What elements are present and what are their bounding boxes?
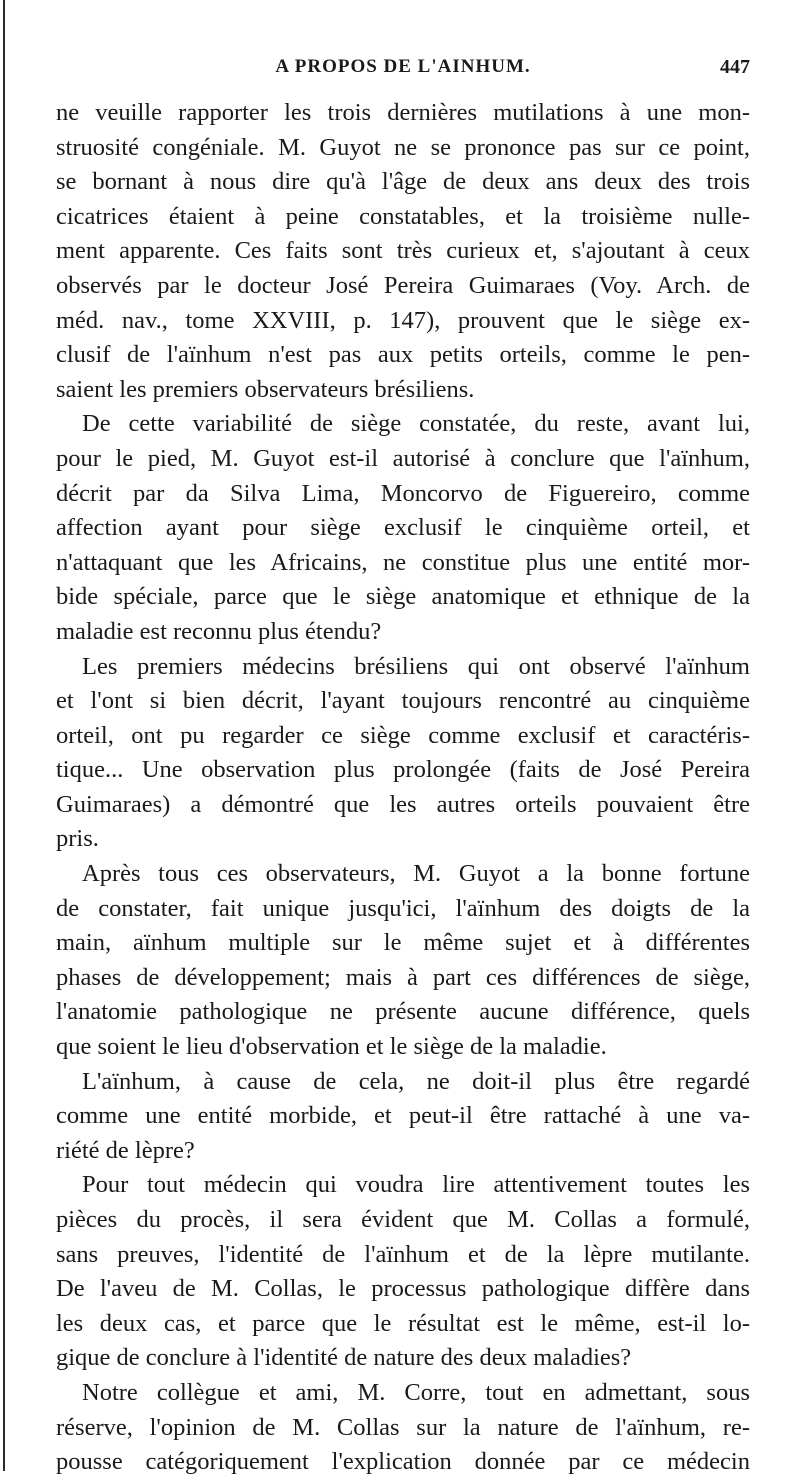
text-line: observés par le docteur José Pereira Guimaraes (Voy. Arch. de	[56, 271, 750, 299]
text-line: tique... Une observation plus prolongée (faits de José Pereira	[56, 756, 750, 784]
text-line: sans preuves, l'identité de l'aïnhum et de la lèpre mutilante.	[56, 1240, 750, 1268]
page-header	[56, 56, 750, 92]
text-line: cicatrices étaient à peine constatables, et la troisième nulle-	[56, 202, 750, 230]
text-line: riété de lèpre?	[56, 1136, 195, 1164]
text-line: struosité congéniale. M. Guyot ne se prononce pas sur ce point,	[56, 133, 750, 161]
text-line: décrit par da Silva Lima, Moncorvo de Figuereiro, comme	[56, 479, 750, 507]
text-line: gique de conclure à l'identité de nature des deux maladies?	[56, 1344, 632, 1372]
text-line: main, aïnhum multiple sur le même sujet et à différentes	[56, 929, 750, 957]
text-line: ne veuille rapporter les trois dernières mutilations à une mon-	[56, 99, 750, 126]
text-line: n'attaquant que les Africains, ne constitue plus une entité mor-	[56, 548, 750, 576]
text-line: pousse catégoriquement l'explication donnée par ce médecin	[56, 1448, 750, 1476]
text-line: réserve, l'opinion de M. Collas sur la nature de l'aïnhum, re-	[56, 1413, 750, 1441]
text-line: Notre collègue et ami, M. Corre, tout en admettant, sous	[82, 1378, 750, 1406]
page-number: 447	[720, 56, 750, 78]
text-line: de constater, fait unique jusqu'ici, l'aïnhum des doigts de la	[56, 894, 750, 922]
running-title: A PROPOS DE L'AINHUM.	[275, 56, 531, 77]
text-line: De cette variabilité de siège constatée, du reste, avant lui,	[82, 410, 750, 438]
text-line: maladie est reconnu plus étendu?	[56, 617, 382, 645]
text-line: saient les premiers observateurs brésiliens.	[56, 375, 475, 403]
text-line: méd. nav., tome XXVIII, p. 147), prouvent que le siège ex-	[56, 306, 750, 334]
text-line: que soient le lieu d'observation et le siège de la maladie.	[56, 1033, 607, 1061]
text-line: orteil, ont pu regarder ce siège comme exclusif et caractéris-	[56, 721, 750, 749]
text-line: pris.	[56, 825, 99, 853]
text-line: et l'ont si bien décrit, l'ayant toujours rencontré au cinquième	[56, 687, 750, 715]
text-line: les deux cas, et parce que le résultat est le même, est-il lo-	[56, 1309, 750, 1337]
text-line: Les premiers médecins brésiliens qui ont observé l'aïnhum	[82, 652, 750, 680]
text-line: ment apparente. Ces faits sont très curieux et, s'ajoutant à ceux	[56, 237, 750, 265]
text-line: clusif de l'aïnhum n'est pas aux petits orteils, comme le pen-	[56, 341, 750, 369]
text-line: bide spéciale, parce que le siège anatomique et ethnique de la	[56, 583, 750, 611]
text-line: se bornant à nous dire qu'à l'âge de deux ans deux des trois	[56, 168, 750, 196]
page-edge-rule	[3, 0, 5, 1471]
text-line: pièces du procès, il sera évident que M. Collas a formulé,	[56, 1206, 750, 1233]
text-line: Après tous ces observateurs, M. Guyot a la bonne fortune	[82, 860, 750, 888]
text-line: comme une entité morbide, et peut-il être rattaché à une va-	[56, 1102, 750, 1130]
text-line: De l'aveu de M. Collas, le processus pathologique diffère dans	[56, 1275, 750, 1303]
text-line: affection ayant pour siège exclusif le cinquième orteil, et	[56, 514, 750, 542]
text-line: L'aïnhum, à cause de cela, ne doit-il plus être regardé	[82, 1067, 750, 1095]
text-line: l'anatomie pathologique ne présente aucune différence, quels	[56, 998, 750, 1026]
text-line: Pour tout médecin qui voudra lire attentivement toutes les	[82, 1171, 750, 1199]
text-line: phases de développement; mais à part ces différences de siège,	[56, 963, 750, 991]
text-line: Guimaraes) a démontré que les autres orteils pouvaient être	[56, 790, 750, 818]
text-line: pour le pied, M. Guyot est-il autorisé à conclure que l'aïnhum,	[56, 444, 750, 472]
body-text	[56, 96, 750, 1480]
